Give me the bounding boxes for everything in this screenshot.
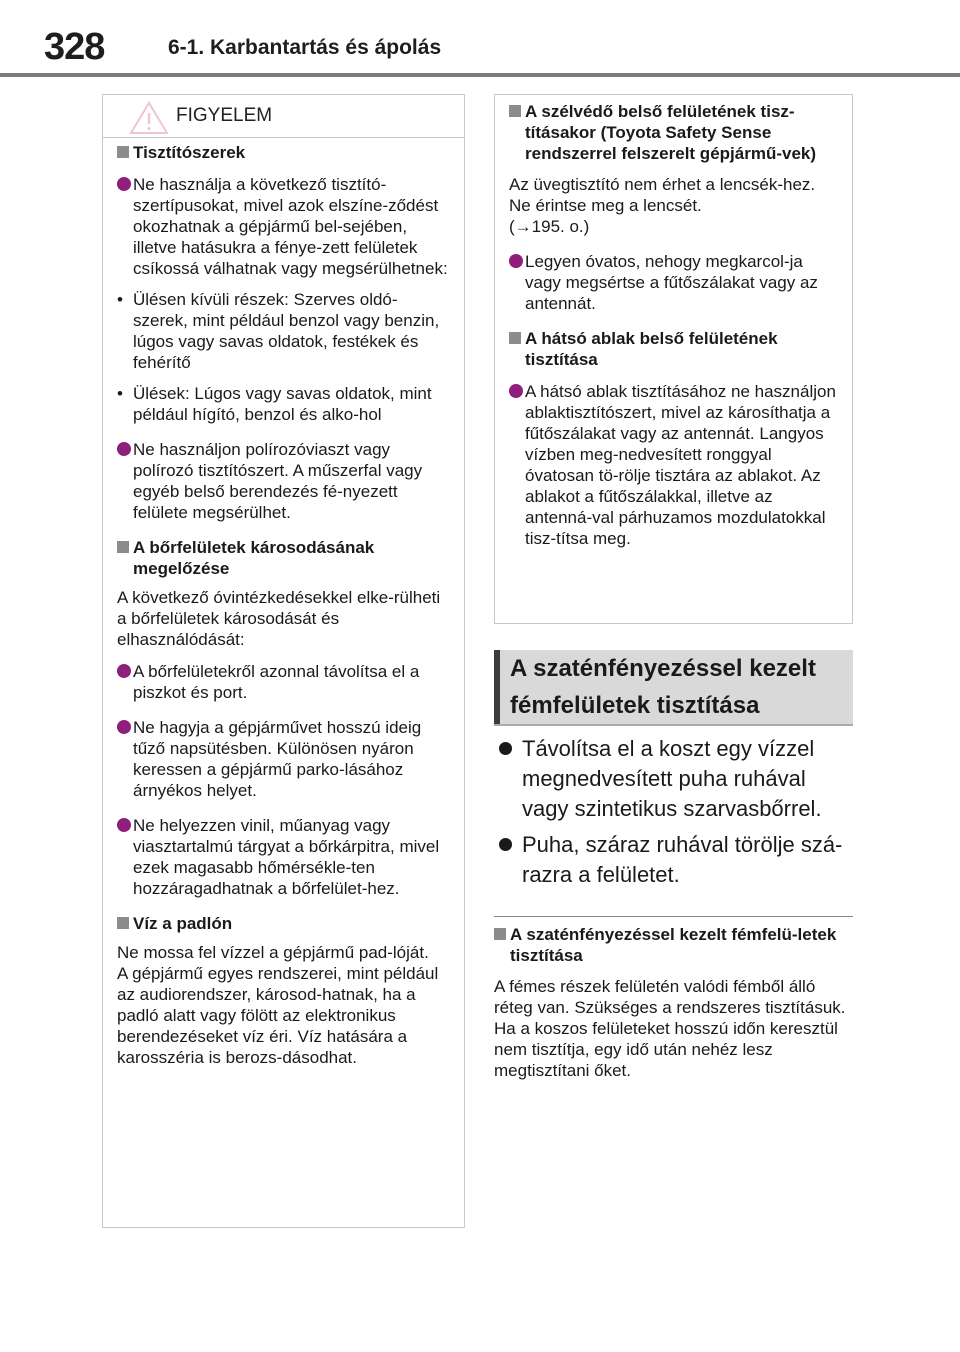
paragraph: A következő óvintézkedésekkel elke-rülheti a bőrfelületek károsodását és elhasználódását: [117,588,441,649]
section-heading: A hátsó ablak belső felületének tisztítása [509,328,838,370]
list-item: Legyen óvatos, nehogy megkarcol-ja vagy megsértse a fűtőszálakat vagy az antennát. [509,251,838,314]
instruction-list [494,734,853,896]
square-bullet-icon [117,146,129,158]
list-item: A bőrfelületekről azonnal távolítsa el a piszkot és port. [117,661,450,703]
list-item: Ne helyezzen vinil, műanyag vagy viasztartalmú tárgyat a bőrkárpitra, mivel ezek magasabb hőmérsékle-ten hozzáragadhatnak a bőrfelület-hez. [117,815,450,899]
section-heading-band [494,650,853,724]
section-heading: Tisztítószerek [117,142,450,163]
sub-list-item: • Ülésen kívüli részek: Szerves oldó-szerek, mint például benzol vagy benzin, lúgos vagy savas oldatok, festékek és fehérítő [117,290,440,372]
page-number: 328 [44,26,105,68]
section-title: 6-1. Karbantartás és ápolás [168,36,442,59]
list-item: Ne használja a következő tisztító-szertípusokat, mivel azok elszíne-ződést okozhatnak a gépjármű bel-sejében, illetve hatásukra a fénye-zett felületek csíkossá válhatnak vagy megsérülhetnek: [117,174,450,279]
section-heading-text: A szaténfényezéssel kezelt fémfelületek tisztítása [510,655,816,719]
sub-list-item: • Ülések: Lúgos vagy savas oldatok, mint például hígító, benzol és alko-hol [117,384,432,424]
page-reference: (→195. o.) [509,217,590,236]
square-bullet-icon [494,928,506,940]
square-bullet-icon [509,332,521,344]
paragraph: A fémes részek felületén valódi fémből álló réteg van. Szükséges a rendszeres tisztításuk. Ha a koszos felületeket hosszú időn keresztül nem tisztítja, egy idő után nehéz lesz megtisztítani őket. [494,977,846,1080]
paragraph: Ne mossa fel vízzel a gépjármű pad-lóját. [117,943,429,962]
round-bullet-icon [499,742,512,755]
round-bullet-icon [117,818,131,832]
note-divider [494,916,853,917]
square-bullet-icon [509,105,521,117]
warning-content [103,142,464,1068]
round-bullet-icon [509,384,523,398]
heading-accent-bar [494,650,500,724]
warning-box [102,94,465,1228]
paragraph: Az üvegtisztító nem érhet a lencsék-hez. Ne érintse meg a lencsét. (→195. o.) [509,175,816,236]
warning-header [103,95,464,138]
note-section [494,924,853,1081]
page-header [0,0,960,80]
round-bullet-icon [509,254,523,268]
header-divider [0,73,960,77]
round-bullet-icon [499,838,512,851]
note-heading: A szaténfényezéssel kezelt fémfelü-letek tisztítása [494,924,853,966]
warning-triangle-icon [129,101,169,135]
section-heading: Víz a padlón [117,913,450,934]
list-item: Távolítsa el a koszt egy vízzel megnedvesített puha ruhával vagy szintetikus szarvasbőrrel. [494,734,853,824]
list-item: A hátsó ablak tisztításához ne használjon ablaktisztítószert, mivel az károsíthatja a fűtőszálakat vagy az antennát. Langyos vízben meg-nedvesített ronggyal óvatosan tö-rölje tisztára az ablakot. Az ablakot a fűtőszálakkal, illetve az antenná-val párhuzamos mozdulatokkal tisz-títsa meg. [509,381,838,549]
heading-underline [494,724,853,726]
section-heading: A bőrfelületek károsodásának megelőzése [117,537,450,579]
list-item: Ne használjon polírozóviaszt vagy polírozó tisztítószert. A műszerfal vagy egyéb belső berendezés fé-nyezett felülete megsérülhet. [117,439,450,523]
info-box [494,94,853,624]
round-bullet-icon [117,720,131,734]
list-item: Ne hagyja a gépjárművet hosszú ideig tűző napsütésben. Különösen nyáron keressen a gépjármű parko-lásához árnyékos helyet. [117,717,450,801]
dot-marker: • [117,290,123,309]
round-bullet-icon [117,177,131,191]
square-bullet-icon [117,917,129,929]
round-bullet-icon [117,664,131,678]
section-heading: A szélvédő belső felületének tisz-tításakor (Toyota Safety Sense rendszerrel felszerelt gépjármű-vek) [509,101,838,164]
list-item: Puha, száraz ruhával törölje szá-razra a felületet. [494,830,853,890]
info-content [495,101,852,549]
warning-label: FIGYELEM [176,105,273,126]
paragraph: A gépjármű egyes rendszerei, mint például az audiorendszer, károsod-hatnak, ha a padló alatt vagy fölött az elektronikus berendezéseket víz éri. Víz hatására a karosszéria is berozs-dásodhat. [117,964,439,1067]
round-bullet-icon [117,442,131,456]
dot-marker: • [117,384,123,403]
square-bullet-icon [117,541,129,553]
